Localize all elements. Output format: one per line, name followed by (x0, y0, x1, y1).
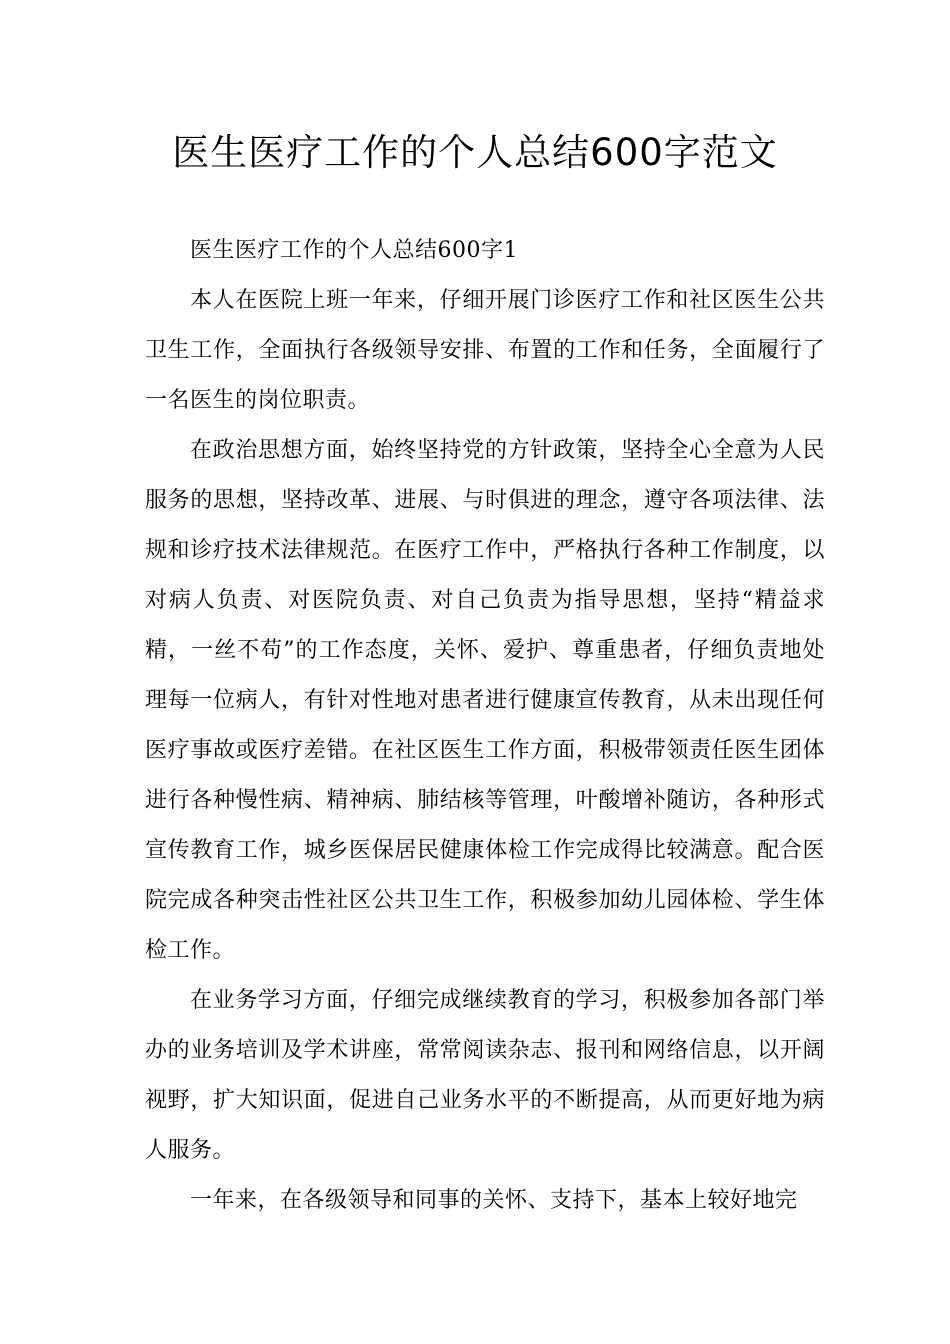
paragraph-professional-study: 在业务学习方面，仔细完成继续教育的学习，积极参加各部门举办的业务培训及学术讲座，常常阅读杂志、报刊和网络信息，以开阔视野，扩大知识面，促进自己业务水平的不断提高，从而更好地为病人服务。 (145, 988, 825, 1163)
document-title: 医生医疗工作的个人总结600字范文 (172, 131, 778, 174)
document-body (145, 226, 825, 1226)
paragraph-intro: 本人在医院上班一年来，仔细开展门诊医疗工作和社区医生公共卫生工作，全面执行各级领导安排、布置的工作和任务，全面履行了一名医生的岗位职责。 (145, 288, 825, 413)
section-heading: 医生医疗工作的个人总结600字1 (190, 238, 518, 263)
paragraph-political-and-medical-work: 在政治思想方面，始终坚持党的方针政策，坚持全心全意为人民服务的思想，坚持改革、进展、与时俱进的理念，遵守各项法律、法规和诊疗技术法律规范。在医疗工作中，严格执行各种工作制度，以对病人负责、对医院负责、对自己负责为指导思想，坚持“精益求精，一丝不苟”的工作态度，关怀、爱护、尊重患者，仔细负责地处理每一位病人，有针对性地对患者进行健康宣传教育，从未出现任何医疗事故或医疗差错。在社区医生工作方面，积极带领责任医生团体进行各种慢性病、精神病、肺结核等管理，叶酸增补随访，各种形式宣传教育工作，城乡医保居民健康体检工作完成得比较满意。配合医院完成各种突击性社区公共卫生工作，积极参加幼儿园体检、学生体检工作。 (145, 438, 825, 963)
paragraph-summary: 一年来，在各级领导和同事的关怀、支持下，基本上较好地完 (190, 1188, 798, 1213)
